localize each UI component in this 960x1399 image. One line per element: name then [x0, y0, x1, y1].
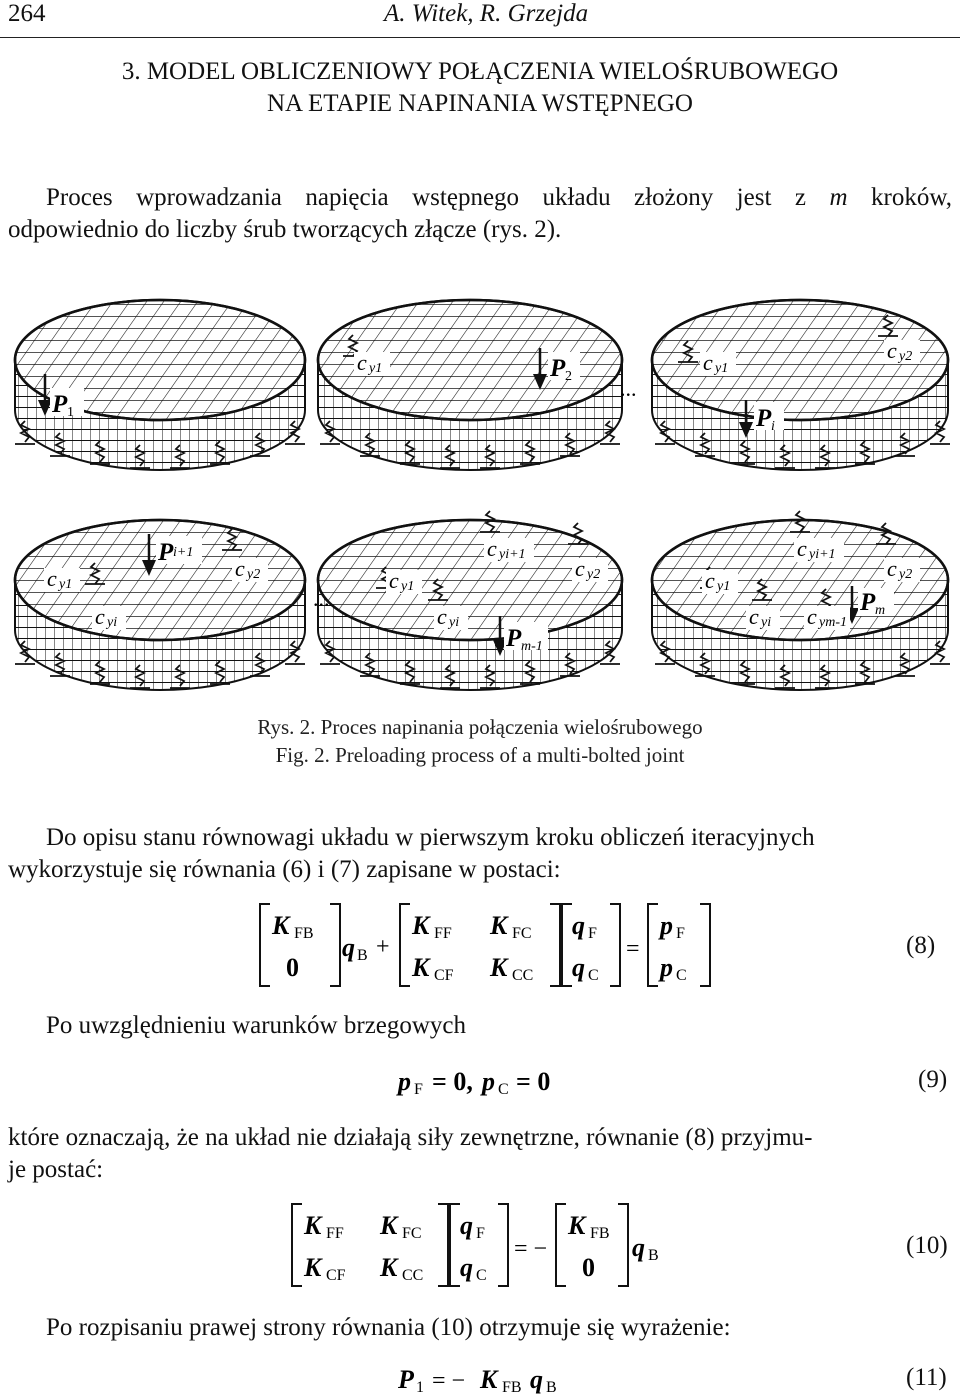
- label-c: c: [95, 604, 105, 629]
- para1-var-m: m: [829, 184, 848, 211]
- eq8-sub: F: [588, 925, 597, 942]
- eq8-K: K: [490, 911, 508, 940]
- figure-caption-pl: Rys. 2. Proces napinania połączenia wielośrubowego: [257, 715, 703, 739]
- label-sub: y2: [587, 567, 601, 582]
- eq11-sub: 1: [416, 1379, 424, 1396]
- eq10-q: q: [632, 1233, 645, 1262]
- eq10-q: q: [460, 1211, 473, 1240]
- label-P: P: [860, 589, 876, 616]
- label-c: c: [575, 556, 585, 581]
- eq10-K: K: [380, 1253, 398, 1282]
- label-c: c: [487, 536, 497, 561]
- paragraph-2-line2: wykorzystuje się równania (6) i (7) zapisane w postaci:: [8, 856, 561, 883]
- equation-8-number: (8): [906, 932, 936, 959]
- label-c: c: [47, 566, 57, 591]
- label-sub: 2: [565, 369, 572, 384]
- eq9-eq-zero-comma: = 0,: [432, 1067, 473, 1096]
- eq10-sub: C: [476, 1267, 487, 1284]
- eq8-p: p: [660, 911, 673, 940]
- eq10-K: K: [568, 1211, 586, 1240]
- label-c: c: [797, 536, 807, 561]
- label-sub: y1: [715, 361, 729, 376]
- ellipsis-row1: ...: [620, 376, 637, 401]
- label-sub: y2: [247, 567, 261, 582]
- figure-caption-en: Fig. 2. Preloading process of a multi-bolted joint: [275, 743, 685, 767]
- label-c: c: [235, 556, 245, 581]
- label-P: P: [550, 355, 566, 382]
- label-c: c: [807, 604, 817, 629]
- label-sub: y1: [59, 577, 73, 592]
- paragraph-3: Po uwzględnieniu warunków brzegowych: [46, 1012, 467, 1039]
- eq11-sub: FB: [502, 1379, 522, 1396]
- eq10-zero: 0: [582, 1253, 595, 1282]
- eq10-K: K: [380, 1211, 398, 1240]
- label-sub: m-1: [521, 639, 543, 654]
- eq8-sub: CC: [512, 967, 534, 984]
- eq8-sub: F: [676, 925, 685, 942]
- paragraph-2-line1: Do opisu stanu równowagi układu w pierwszym kroku obliczeń iteracyjnych: [46, 824, 815, 851]
- eq8-sub: C: [676, 967, 687, 984]
- eq11-K: K: [480, 1365, 498, 1394]
- eq9-p: p: [482, 1067, 495, 1096]
- eq10-sub: FB: [590, 1225, 610, 1242]
- label-sub: y2: [899, 349, 913, 364]
- paragraph-1-line1: [8, 182, 952, 213]
- eq10-K: K: [304, 1253, 322, 1282]
- label-c: c: [887, 556, 897, 581]
- eq8-K: K: [272, 911, 290, 940]
- equation-9-number: (9): [918, 1066, 948, 1093]
- label-sub: ym-1: [819, 615, 847, 630]
- eq8-sub: FB: [294, 925, 314, 942]
- eq8-sub: FC: [512, 925, 532, 942]
- page-number: 264: [8, 0, 46, 27]
- eq10-sub: F: [476, 1225, 485, 1242]
- eq10-sub: FF: [326, 1225, 344, 1242]
- eq8-p: p: [660, 953, 673, 982]
- eq11-P: P: [398, 1365, 414, 1394]
- equation-8: [250, 900, 750, 992]
- paragraph-4-line2: je postać:: [8, 1156, 104, 1183]
- label-P: P: [506, 625, 522, 652]
- eq10-q: q: [460, 1253, 473, 1282]
- paragraph-1-line2: odpowiednio do liczby śrub tworzących złącze (rys. 2).: [8, 216, 562, 243]
- equation-10: [288, 1200, 688, 1292]
- eq8-K: K: [412, 911, 430, 940]
- section-title-line2: NA ETAPIE NAPINANIA WSTĘPNEGO: [266, 90, 693, 117]
- eq8-sub: C: [588, 967, 599, 984]
- paragraph-5: Po rozpisaniu prawej strony równania (10) otrzymuje się wyrażenie:: [46, 1314, 731, 1341]
- label-sub: yi+1: [499, 547, 526, 562]
- joint-disk-step-1: [0, 292, 320, 470]
- eq8-K: K: [490, 953, 508, 982]
- running-head-authors: A. Witek, R. Grzejda: [384, 0, 589, 27]
- equation-11-number: (11): [906, 1364, 947, 1391]
- label-c: c: [437, 604, 447, 629]
- label-sub: yi+1: [809, 547, 836, 562]
- eq9-sub: C: [498, 1081, 509, 1098]
- header-rule: [0, 37, 960, 38]
- eq8-q: q: [572, 953, 585, 982]
- label-c: c: [705, 568, 715, 593]
- eq8-q: q: [572, 911, 585, 940]
- label-P: P: [756, 405, 772, 432]
- label-c: c: [749, 604, 759, 629]
- label-sub: m: [875, 603, 886, 618]
- label-sub: y1: [369, 361, 383, 376]
- eq8-sub: B: [357, 947, 368, 964]
- eq11-equals-minus: = −: [432, 1368, 466, 1394]
- label-sub: i: [771, 419, 775, 434]
- eq10-sub: CF: [326, 1267, 346, 1284]
- eq10-sub: FC: [402, 1225, 422, 1242]
- eq11-q: q: [530, 1365, 543, 1394]
- equation-11: [396, 1360, 596, 1398]
- section-title-line1: 3. MODEL OBLICZENIOWY POŁĄCZENIA WIELOŚRUBOWEGO: [121, 58, 839, 85]
- label-P: P: [52, 391, 68, 418]
- label-c: c: [389, 568, 399, 593]
- eq9-p: p: [398, 1067, 411, 1096]
- equation-9: [396, 1060, 596, 1100]
- eq8-plus: +: [376, 934, 390, 960]
- paragraph-4-line1: które oznaczają, że na układ nie działają siły zewnętrzne, równanie (8) przyjmu-: [8, 1124, 813, 1151]
- ellipsis-row2: ...: [313, 586, 330, 611]
- label-sub: y1: [717, 579, 731, 594]
- label-c: c: [703, 350, 713, 375]
- label-sub: yi: [107, 615, 118, 630]
- eq10-equals-minus: = −: [514, 1236, 548, 1262]
- label-sub: yi: [449, 615, 460, 630]
- label-c: c: [887, 338, 897, 363]
- label-sub: i+1: [173, 545, 194, 560]
- label-c: c: [357, 350, 367, 375]
- eq10-sub: CC: [402, 1267, 424, 1284]
- label-sub: y2: [899, 567, 913, 582]
- label-sub: y1: [401, 579, 415, 594]
- preloading-figure: [0, 292, 960, 702]
- joint-disk-step-2: [310, 292, 630, 470]
- para1-text-a: Proces wprowadzania napięcia wstępnego układu złożony jest z: [46, 184, 830, 211]
- eq8-q: q: [342, 933, 355, 962]
- eq8-equals: =: [626, 936, 640, 962]
- eq8-sub: CF: [434, 967, 454, 984]
- eq8-sub: FF: [434, 925, 452, 942]
- label-sub: 1: [67, 405, 74, 420]
- eq8-zero: 0: [286, 953, 299, 982]
- eq8-K: K: [412, 953, 430, 982]
- joint-disk-step-i: [640, 292, 960, 470]
- eq9-sub: F: [414, 1081, 423, 1098]
- para1-text-b: kroków,: [847, 184, 953, 211]
- eq10-K: K: [304, 1211, 322, 1240]
- label-sub: yi: [761, 615, 772, 630]
- eq9-eq-zero: = 0: [516, 1067, 551, 1096]
- label-P: P: [158, 539, 174, 566]
- eq11-sub: B: [546, 1379, 557, 1396]
- eq10-sub: B: [648, 1247, 659, 1264]
- equation-10-number: (10): [906, 1232, 948, 1259]
